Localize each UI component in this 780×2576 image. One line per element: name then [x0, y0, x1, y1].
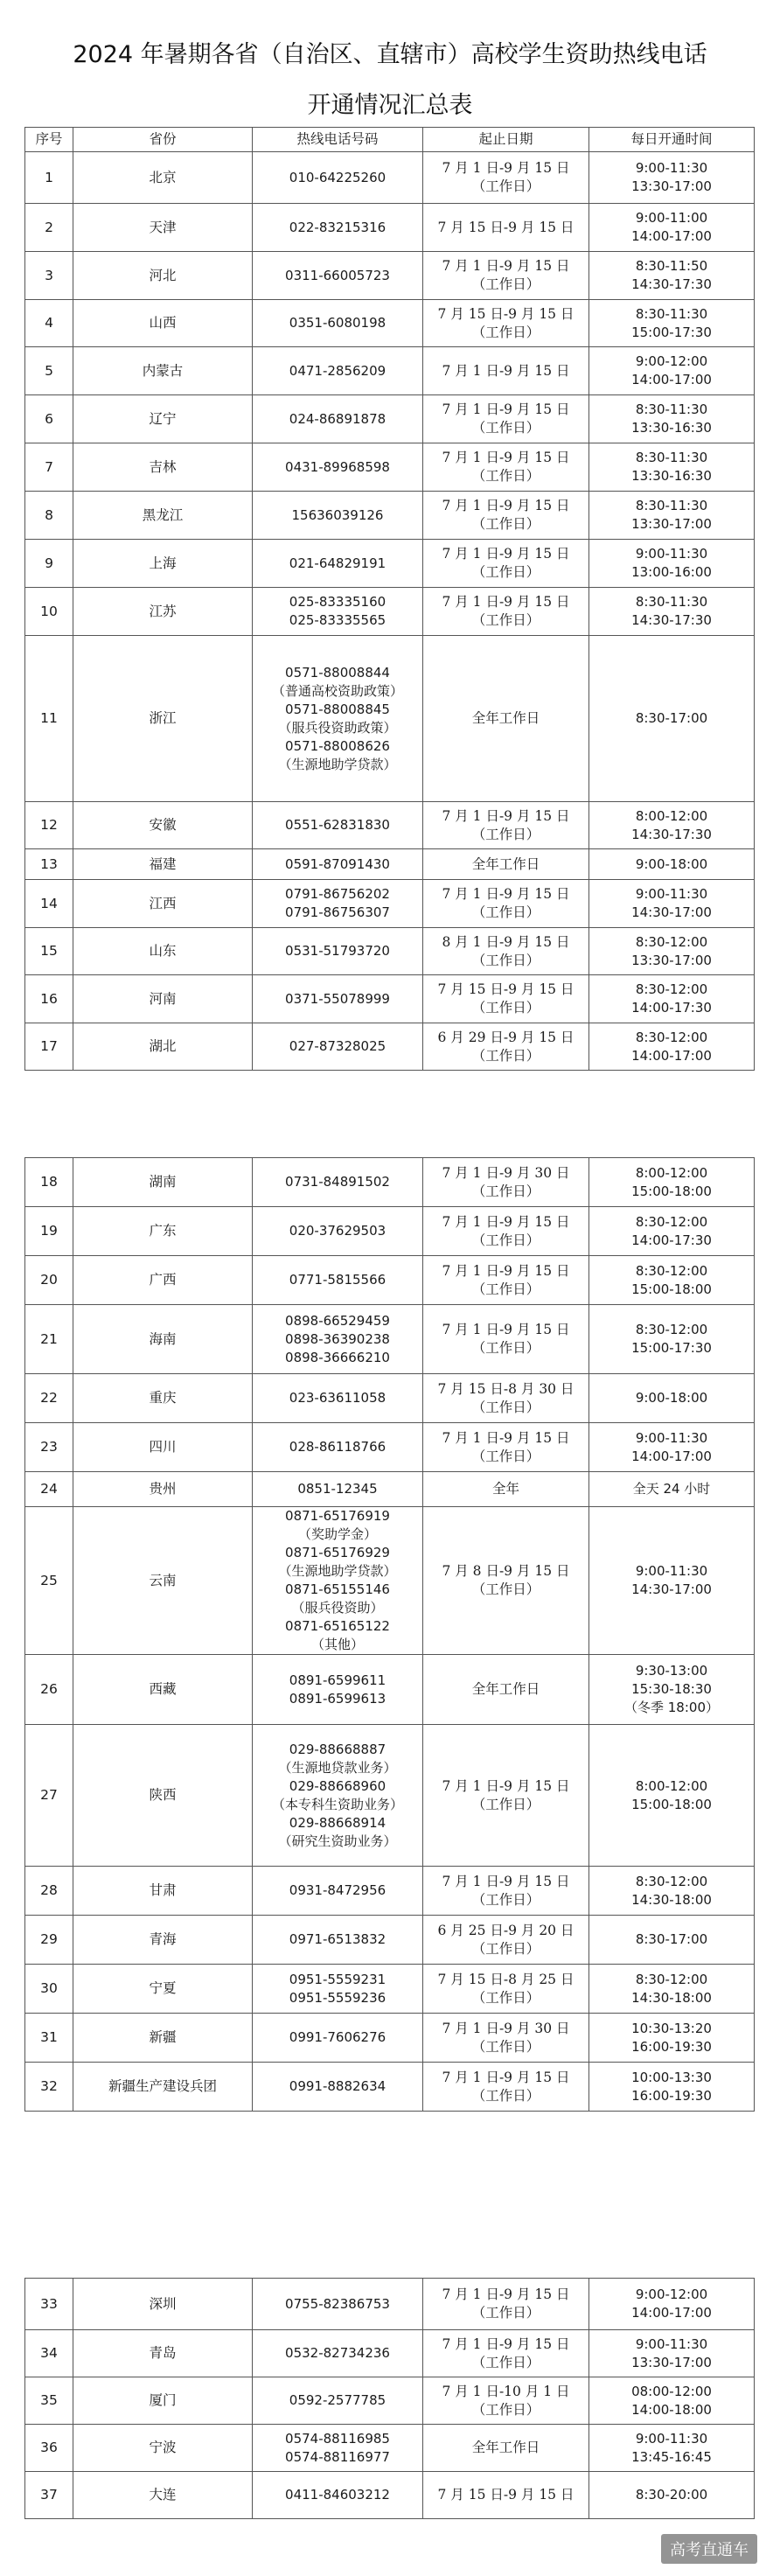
phone-cell: 0532-82734236 — [253, 2330, 423, 2377]
row-number: 22 — [25, 1374, 73, 1423]
row-number: 6 — [25, 395, 73, 443]
hours-cell: 9:00-12:00 14:00-17:00 — [589, 2279, 755, 2330]
province-cell: 甘肃 — [73, 1867, 253, 1916]
table-row — [25, 1916, 755, 1965]
row-number: 2 — [25, 204, 73, 252]
province-cell: 重庆 — [73, 1374, 253, 1423]
dates-cell: 全年工作日 — [423, 849, 589, 880]
phone-cell: 0592-2577785 — [253, 2377, 423, 2425]
dates-cell: 7 月 1 日-9 月 15 日 （工作日） — [423, 802, 589, 849]
province-cell: 湖南 — [73, 1158, 253, 1207]
hours-cell: 8:30-12:00 14:30-18:00 — [589, 1965, 755, 2014]
row-number: 23 — [25, 1423, 73, 1472]
table-row — [25, 636, 755, 802]
province-cell: 上海 — [73, 540, 253, 588]
row-number: 31 — [25, 2014, 73, 2063]
hours-cell: 8:30-12:00 15:00-18:00 — [589, 1256, 755, 1305]
phone-cell: 0411-84603212 — [253, 2472, 423, 2519]
row-number: 27 — [25, 1725, 73, 1867]
dates-cell: 7 月 1 日-9 月 15 日 （工作日） — [423, 1867, 589, 1916]
hours-cell: 9:00-18:00 — [589, 1374, 755, 1423]
table-row — [25, 1256, 755, 1305]
row-number: 15 — [25, 928, 73, 975]
row-number: 29 — [25, 1916, 73, 1965]
table-row — [25, 1023, 755, 1071]
province-cell: 河南 — [73, 975, 253, 1023]
hours-cell: 8:30-12:00 14:00-17:30 — [589, 1207, 755, 1256]
page-title: 2024 年暑期各省（自治区、直辖市）高校学生资助热线电话 — [73, 41, 707, 68]
table-row — [25, 540, 755, 588]
hours-cell: 9:30-13:00 15:30-18:30 （冬季 18:00） — [589, 1655, 755, 1725]
dates-cell: 7 月 1 日-9 月 15 日 （工作日） — [423, 1423, 589, 1472]
dates-cell: 全年工作日 — [423, 1655, 589, 1725]
dates-cell: 全年 — [423, 1472, 589, 1507]
dates-cell: 7 月 1 日-9 月 15 日 （工作日） — [423, 2063, 589, 2112]
province-cell: 福建 — [73, 849, 253, 880]
header-no: 序号 — [25, 128, 73, 152]
row-number: 7 — [25, 443, 73, 492]
dates-cell: 7 月 1 日-9 月 15 日 （工作日） — [423, 588, 589, 636]
province-cell: 江苏 — [73, 588, 253, 636]
row-number: 11 — [25, 636, 73, 802]
dates-cell: 7 月 15 日-8 月 30 日 （工作日） — [423, 1374, 589, 1423]
table-row — [25, 152, 755, 204]
hours-cell: 10:30-13:20 16:00-19:30 — [589, 2014, 755, 2063]
row-number: 4 — [25, 300, 73, 347]
table-row — [25, 2279, 755, 2330]
table-row — [25, 1158, 755, 1207]
phone-cell: 028-86118766 — [253, 1423, 423, 1472]
province-cell: 安徽 — [73, 802, 253, 849]
row-number: 10 — [25, 588, 73, 636]
province-cell: 海南 — [73, 1305, 253, 1374]
hours-cell: 8:30-17:00 — [589, 1916, 755, 1965]
hours-cell: 8:30-12:00 14:00-17:30 — [589, 975, 755, 1023]
phone-cell: 0891-6599611 0891-6599613 — [253, 1655, 423, 1725]
table-row — [25, 300, 755, 347]
dates-cell: 7 月 15 日-9 月 15 日 （工作日） — [423, 300, 589, 347]
dates-cell: 7 月 1 日-9 月 30 日 （工作日） — [423, 1158, 589, 1207]
province-cell: 黑龙江 — [73, 492, 253, 540]
phone-cell: 0471-2856209 — [253, 347, 423, 395]
row-number: 36 — [25, 2425, 73, 2472]
province-cell: 广东 — [73, 1207, 253, 1256]
table-row — [25, 880, 755, 928]
province-cell: 云南 — [73, 1507, 253, 1655]
row-number: 3 — [25, 252, 73, 300]
table-row — [25, 347, 755, 395]
hours-cell: 9:00-11:30 13:30-17:00 — [589, 152, 755, 204]
phone-cell: 022-83215316 — [253, 204, 423, 252]
phone-cell: 0755-82386753 — [253, 2279, 423, 2330]
dates-cell: 7 月 15 日-9 月 15 日 — [423, 204, 589, 252]
province-cell: 西藏 — [73, 1655, 253, 1725]
hours-cell: 8:30-12:00 14:00-17:00 — [589, 1023, 755, 1071]
dates-cell: 7 月 1 日-9 月 15 日 （工作日） — [423, 1725, 589, 1867]
dates-cell: 6 月 29 日-9 月 15 日 （工作日） — [423, 1023, 589, 1071]
province-cell: 辽宁 — [73, 395, 253, 443]
hours-cell: 08:00-12:00 14:00-18:00 — [589, 2377, 755, 2425]
hours-cell: 8:00-12:00 15:00-18:00 — [589, 1725, 755, 1867]
hours-cell: 9:00-11:30 14:00-17:00 — [589, 1423, 755, 1472]
table-row — [25, 975, 755, 1023]
row-number: 5 — [25, 347, 73, 395]
dates-cell: 7 月 1 日-9 月 15 日 — [423, 347, 589, 395]
header-phone: 热线电话号码 — [253, 128, 423, 152]
province-cell: 青海 — [73, 1916, 253, 1965]
dates-cell: 7 月 8 日-9 月 15 日 （工作日） — [423, 1507, 589, 1655]
row-number: 17 — [25, 1023, 73, 1071]
table-row — [25, 802, 755, 849]
phone-cell: 0351-6080198 — [253, 300, 423, 347]
table-row — [25, 1305, 755, 1374]
hours-cell: 8:30-17:00 — [589, 636, 755, 802]
hours-cell: 9:00-11:30 14:30-17:00 — [589, 880, 755, 928]
province-cell: 河北 — [73, 252, 253, 300]
page-subtitle: 开通情况汇总表 — [307, 92, 473, 119]
table-row — [25, 2377, 755, 2425]
phone-cell: 024-86891878 — [253, 395, 423, 443]
phone-cell: 0971-6513832 — [253, 1916, 423, 1965]
table-row — [25, 2063, 755, 2112]
province-cell: 深圳 — [73, 2279, 253, 2330]
table-row — [25, 849, 755, 880]
table-row — [25, 204, 755, 252]
dates-cell: 7 月 1 日-9 月 15 日 （工作日） — [423, 443, 589, 492]
province-cell: 浙江 — [73, 636, 253, 802]
hours-cell: 8:30-12:00 14:30-18:00 — [589, 1867, 755, 1916]
row-number: 26 — [25, 1655, 73, 1725]
province-cell: 山西 — [73, 300, 253, 347]
table-row — [25, 2014, 755, 2063]
hours-cell: 8:30-11:30 14:30-17:30 — [589, 588, 755, 636]
dates-cell: 8 月 1 日-9 月 15 日 （工作日） — [423, 928, 589, 975]
province-cell: 山东 — [73, 928, 253, 975]
phone-cell: 0851-12345 — [253, 1472, 423, 1507]
table-row — [25, 2472, 755, 2519]
phone-cell: 0791-86756202 0791-86756307 — [253, 880, 423, 928]
table-row — [25, 1507, 755, 1655]
hours-cell: 8:30-11:30 15:00-17:30 — [589, 300, 755, 347]
phone-cell: 0898-66529459 0898-36390238 0898-36666210 — [253, 1305, 423, 1374]
phone-cell: 0371-55078999 — [253, 975, 423, 1023]
hours-cell: 9:00-11:30 13:45-16:45 — [589, 2425, 755, 2472]
table-row — [25, 1472, 755, 1507]
table-row — [25, 1374, 755, 1423]
province-cell: 四川 — [73, 1423, 253, 1472]
phone-cell: 0951-5559231 0951-5559236 — [253, 1965, 423, 2014]
table-row — [25, 443, 755, 492]
table-row — [25, 2330, 755, 2377]
phone-cell: 0991-8882634 — [253, 2063, 423, 2112]
hotline-table-part-3 — [24, 2278, 755, 2519]
hours-cell: 8:30-12:00 15:00-17:30 — [589, 1305, 755, 1374]
hours-cell: 9:00-11:30 13:00-16:00 — [589, 540, 755, 588]
province-cell: 天津 — [73, 204, 253, 252]
hours-cell: 8:00-12:00 15:00-18:00 — [589, 1158, 755, 1207]
phone-cell: 020-37629503 — [253, 1207, 423, 1256]
phone-cell: 0431-89968598 — [253, 443, 423, 492]
dates-cell: 7 月 1 日-9 月 15 日 （工作日） — [423, 1256, 589, 1305]
phone-cell: 0731-84891502 — [253, 1158, 423, 1207]
table-row — [25, 395, 755, 443]
dates-cell: 7 月 15 日-8 月 25 日 （工作日） — [423, 1965, 589, 2014]
row-number: 20 — [25, 1256, 73, 1305]
province-cell: 宁波 — [73, 2425, 253, 2472]
row-number: 12 — [25, 802, 73, 849]
table-row — [25, 1423, 755, 1472]
hours-cell: 8:30-11:30 13:30-17:00 — [589, 492, 755, 540]
header-hours: 每日开通时间 — [589, 128, 755, 152]
dates-cell: 7 月 1 日-9 月 30 日 （工作日） — [423, 2014, 589, 2063]
hours-cell: 8:30-12:00 13:30-17:00 — [589, 928, 755, 975]
province-cell: 吉林 — [73, 443, 253, 492]
dates-cell: 7 月 1 日-9 月 15 日 （工作日） — [423, 152, 589, 204]
phone-cell: 0571-88008844 （普通高校资助政策） 0571-88008845 （服兵役资助政策） 0571-88008626 （生源地助学贷款） — [253, 636, 423, 802]
table-row — [25, 1655, 755, 1725]
phone-cell: 15636039126 — [253, 492, 423, 540]
province-cell: 宁夏 — [73, 1965, 253, 2014]
hours-cell: 9:00-12:00 14:00-17:00 — [589, 347, 755, 395]
hours-cell: 8:30-11:30 13:30-16:30 — [589, 395, 755, 443]
dates-cell: 7 月 1 日-9 月 15 日 （工作日） — [423, 1305, 589, 1374]
phone-cell: 0771-5815566 — [253, 1256, 423, 1305]
dates-cell: 7 月 1 日-9 月 15 日 （工作日） — [423, 395, 589, 443]
dates-cell: 7 月 1 日-9 月 15 日 （工作日） — [423, 2279, 589, 2330]
province-cell: 湖北 — [73, 1023, 253, 1071]
dates-cell: 7 月 1 日-9 月 15 日 （工作日） — [423, 2330, 589, 2377]
phone-cell: 0311-66005723 — [253, 252, 423, 300]
header-province: 省份 — [73, 128, 253, 152]
row-number: 37 — [25, 2472, 73, 2519]
hours-cell: 8:30-20:00 — [589, 2472, 755, 2519]
province-cell: 贵州 — [73, 1472, 253, 1507]
row-number: 32 — [25, 2063, 73, 2112]
province-cell: 广西 — [73, 1256, 253, 1305]
province-cell: 新疆 — [73, 2014, 253, 2063]
phone-cell: 0591-87091430 — [253, 849, 423, 880]
phone-cell: 027-87328025 — [253, 1023, 423, 1071]
row-number: 9 — [25, 540, 73, 588]
phone-cell: 0871-65176919 （奖助学金） 0871-65176929 （生源地助学贷款） 0871-65155146 （服兵役资助） 0871-65165122 （其他） — [253, 1507, 423, 1655]
province-cell: 北京 — [73, 152, 253, 204]
phone-cell: 025-83335160 025-83335565 — [253, 588, 423, 636]
table-row — [25, 252, 755, 300]
table-row — [25, 1207, 755, 1256]
hours-cell: 9:00-18:00 — [589, 849, 755, 880]
row-number: 24 — [25, 1472, 73, 1507]
dates-cell: 全年工作日 — [423, 2425, 589, 2472]
row-number: 30 — [25, 1965, 73, 2014]
phone-cell: 0531-51793720 — [253, 928, 423, 975]
dates-cell: 7 月 15 日-9 月 15 日 — [423, 2472, 589, 2519]
hours-cell: 9:00-11:30 14:30-17:00 — [589, 1507, 755, 1655]
row-number: 8 — [25, 492, 73, 540]
hotline-table-part-2 — [24, 1157, 755, 2112]
phone-cell: 0574-88116985 0574-88116977 — [253, 2425, 423, 2472]
dates-cell: 7 月 1 日-9 月 15 日 （工作日） — [423, 540, 589, 588]
phone-cell: 029-88668887 （生源地贷款业务） 029-88668960 （本专科生资助业务） 029-88668914 （研究生资助业务） — [253, 1725, 423, 1867]
province-cell: 青岛 — [73, 2330, 253, 2377]
hours-cell: 全天 24 小时 — [589, 1472, 755, 1507]
table-row — [25, 1867, 755, 1916]
table-row — [25, 1725, 755, 1867]
phone-cell: 0551-62831830 — [253, 802, 423, 849]
table-row — [25, 588, 755, 636]
hours-cell: 9:00-11:30 13:30-17:00 — [589, 2330, 755, 2377]
dates-cell: 全年工作日 — [423, 636, 589, 802]
table-row — [25, 928, 755, 975]
table-row — [25, 1965, 755, 2014]
phone-cell: 021-64829191 — [253, 540, 423, 588]
province-cell: 内蒙古 — [73, 347, 253, 395]
hours-cell: 9:00-11:00 14:00-17:00 — [589, 204, 755, 252]
watermark-label: 高考直通车 — [661, 2534, 757, 2564]
row-number: 14 — [25, 880, 73, 928]
table-row — [25, 492, 755, 540]
row-number: 21 — [25, 1305, 73, 1374]
dates-cell: 7 月 1 日-9 月 15 日 （工作日） — [423, 252, 589, 300]
dates-cell: 7 月 1 日-9 月 15 日 （工作日） — [423, 1207, 589, 1256]
row-number: 16 — [25, 975, 73, 1023]
hours-cell: 8:00-12:00 14:30-17:30 — [589, 802, 755, 849]
phone-cell: 023-63611058 — [253, 1374, 423, 1423]
province-cell: 陕西 — [73, 1725, 253, 1867]
row-number: 18 — [25, 1158, 73, 1207]
dates-cell: 7 月 1 日-10 月 1 日 （工作日） — [423, 2377, 589, 2425]
dates-cell: 7 月 15 日-9 月 15 日 （工作日） — [423, 975, 589, 1023]
row-number: 28 — [25, 1867, 73, 1916]
row-number: 19 — [25, 1207, 73, 1256]
dates-cell: 7 月 1 日-9 月 15 日 （工作日） — [423, 492, 589, 540]
hours-cell: 8:30-11:50 14:30-17:30 — [589, 252, 755, 300]
dates-cell: 6 月 25 日-9 月 20 日 （工作日） — [423, 1916, 589, 1965]
province-cell: 厦门 — [73, 2377, 253, 2425]
hotline-table-part-1 — [24, 127, 755, 1071]
row-number: 1 — [25, 152, 73, 204]
row-number: 13 — [25, 849, 73, 880]
dates-cell: 7 月 1 日-9 月 15 日 （工作日） — [423, 880, 589, 928]
phone-cell: 010-64225260 — [253, 152, 423, 204]
phone-cell: 0991-7606276 — [253, 2014, 423, 2063]
province-cell: 新疆生产建设兵团 — [73, 2063, 253, 2112]
table-row — [25, 2425, 755, 2472]
row-number: 35 — [25, 2377, 73, 2425]
province-cell: 大连 — [73, 2472, 253, 2519]
row-number: 34 — [25, 2330, 73, 2377]
row-number: 25 — [25, 1507, 73, 1655]
province-cell: 江西 — [73, 880, 253, 928]
phone-cell: 0931-8472956 — [253, 1867, 423, 1916]
header-dates: 起止日期 — [423, 128, 589, 152]
row-number: 33 — [25, 2279, 73, 2330]
hours-cell: 8:30-11:30 13:30-16:30 — [589, 443, 755, 492]
hours-cell: 10:00-13:30 16:00-19:30 — [589, 2063, 755, 2112]
